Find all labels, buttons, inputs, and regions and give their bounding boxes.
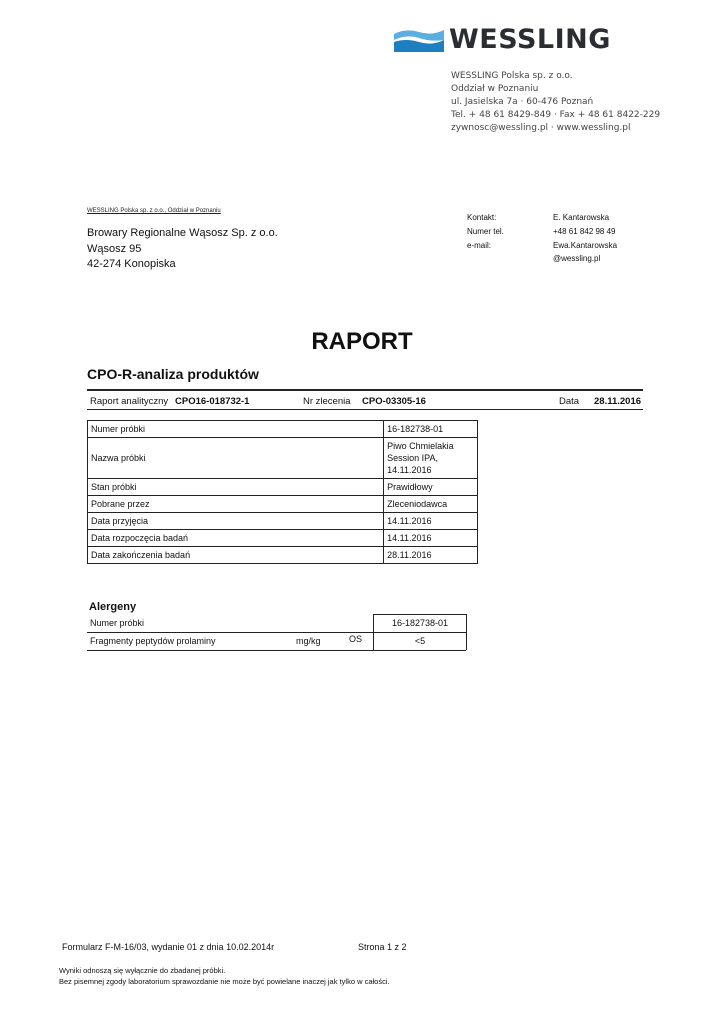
disclaimer-line: Wyniki odnoszą się wyłącznie do zbadanej próbki.	[59, 966, 226, 975]
table-row	[88, 438, 478, 479]
date-label: Data	[559, 396, 580, 407]
allergens-table	[87, 615, 466, 651]
wessling-logo	[394, 24, 618, 56]
sample-number-cell	[373, 614, 467, 633]
table-row	[88, 513, 478, 530]
company-line: WESSLING Polska sp. z o.o.	[451, 71, 573, 81]
wave-icon	[394, 28, 444, 52]
recipient-address	[87, 226, 278, 273]
sender-line: WESSLING Polska sp. z o.o., Oddział w Poznaniu	[87, 208, 221, 214]
row-value: Zleceniodawca	[384, 496, 478, 513]
form-number: Formularz F-M-16/03, wydanie 01 z dnia 10.02.2014r	[62, 942, 275, 952]
row-label: Data rozpoczęcia badań	[88, 530, 384, 547]
company-line: ul. Jasielska 7a · 60-476 Poznań	[451, 97, 594, 107]
order-number-label: Nr zlecenia	[303, 396, 351, 407]
recipient-line: 42-274 Konopiska	[87, 258, 176, 270]
order-number: CPO-03305-16	[362, 396, 426, 407]
table-row	[87, 615, 466, 633]
row-label: Pobrane przez	[88, 496, 384, 513]
recipient-line: Browary Regionalne Wąsosz Sp. z o.o.	[87, 227, 278, 239]
table-row	[88, 496, 478, 513]
company-line: Oddział w Poznaniu	[451, 84, 539, 94]
phone-value: +48 61 842 98 49	[553, 227, 616, 236]
allergens-heading: Alergeny	[89, 601, 137, 613]
row-value: 14.11.2016	[384, 513, 478, 530]
report-subtitle: CPO-R-analiza produktów	[87, 366, 259, 382]
email-label: e-mail:	[467, 241, 492, 250]
report-date: 28.11.2016	[594, 396, 642, 407]
company-address	[451, 70, 660, 135]
contact-name: E. Kantarowska	[553, 213, 610, 222]
table-row	[88, 530, 478, 547]
phone-label: Numer tel.	[467, 227, 504, 236]
row-value-line: 14.11.2016	[387, 465, 432, 475]
analyte-method: OS	[349, 634, 363, 644]
row-value: 28.11.2016	[384, 547, 478, 564]
sample-table	[87, 420, 478, 564]
row-value-line: Piwo Chmielakia	[387, 441, 454, 451]
company-line: zywnosc@wessling.pl · www.wessling.pl	[451, 123, 631, 133]
analyte-name: Fragmenty peptydów prolaminy	[90, 636, 216, 646]
table-row	[87, 633, 466, 651]
report-info-bar	[87, 389, 643, 410]
row-value: 14.11.2016	[384, 530, 478, 547]
company-line: Tel. + 48 61 8429-849 · Fax + 48 61 8422-229	[451, 110, 661, 120]
row-value: Prawidłowy	[384, 479, 478, 496]
row-value: 16-182738-01	[384, 421, 478, 438]
row-label: Nazwa próbki	[88, 438, 384, 479]
email-value-domain: @wessling.pl	[553, 254, 601, 263]
report-title: RAPORT	[311, 328, 413, 355]
analyte-unit: mg/kg	[296, 636, 321, 646]
table-row	[88, 421, 478, 438]
logo-text: WESSLING	[449, 24, 611, 55]
page-number: Strona 1 z 2	[358, 942, 407, 952]
table-row	[88, 479, 478, 496]
disclaimer	[59, 965, 390, 987]
table-row	[88, 547, 478, 564]
analyte-result-cell	[373, 633, 467, 650]
row-label: Data przyjęcia	[88, 513, 384, 530]
sample-number-label: Numer próbki	[90, 618, 145, 628]
report-number: CPO16-018732-1	[175, 396, 250, 407]
row-label: Stan próbki	[88, 479, 384, 496]
row-label: Data zakończenia badań	[88, 547, 384, 564]
row-value-line: Session IPA,	[387, 453, 438, 463]
row-label: Numer próbki	[88, 421, 384, 438]
report-number-label: Raport analityczny	[90, 396, 169, 407]
analyte-result: <5	[414, 636, 426, 646]
sample-number: 16-182738-01	[391, 618, 449, 628]
recipient-line: Wąsosz 95	[87, 242, 142, 255]
contact-label: Kontakt:	[467, 213, 497, 222]
row-value	[384, 438, 478, 479]
email-value: Ewa.Kantarowska	[553, 241, 618, 250]
disclaimer-line: Bez pisemnej zgody laboratorium sprawozdanie nie może być powielane inaczej jak tylko w całości.	[59, 977, 390, 986]
